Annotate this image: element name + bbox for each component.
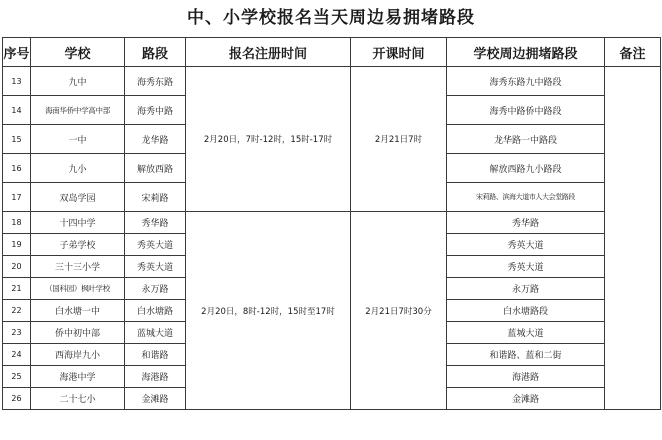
row-road: 解放西路 bbox=[125, 154, 186, 183]
row-school: 九小 bbox=[31, 154, 125, 183]
row-no: 13 bbox=[3, 67, 31, 96]
note-cell bbox=[605, 67, 661, 410]
row-around: 永万路 bbox=[447, 278, 605, 300]
register-time-group-1: 2月20日，7时-12时，15时-17时 bbox=[186, 67, 351, 212]
row-no: 16 bbox=[3, 154, 31, 183]
row-around: 宋莉路、滨海大道市人大会堂路段 bbox=[447, 183, 605, 212]
header-road: 路段 bbox=[125, 38, 186, 67]
row-around: 蓝城大道 bbox=[447, 322, 605, 344]
header-school: 学校 bbox=[31, 38, 125, 67]
congestion-table bbox=[2, 37, 661, 410]
row-road: 永万路 bbox=[125, 278, 186, 300]
row-no: 26 bbox=[3, 388, 31, 410]
register-time-group-2: 2月20日，8时-12时，15时至17时 bbox=[186, 212, 351, 410]
row-around: 和谐路、蓝和二街 bbox=[447, 344, 605, 366]
row-around: 白水塘路段 bbox=[447, 300, 605, 322]
row-school: 一中 bbox=[31, 125, 125, 154]
row-no: 23 bbox=[3, 322, 31, 344]
row-no: 15 bbox=[3, 125, 31, 154]
row-no: 24 bbox=[3, 344, 31, 366]
class-start-group-1: 2月21日7时 bbox=[351, 67, 447, 212]
header-no: 序号 bbox=[3, 38, 31, 67]
row-no: 22 bbox=[3, 300, 31, 322]
header-note: 备注 bbox=[605, 38, 661, 67]
row-school: 二十七小 bbox=[31, 388, 125, 410]
row-no: 17 bbox=[3, 183, 31, 212]
table-row bbox=[3, 212, 661, 234]
row-road: 和谐路 bbox=[125, 344, 186, 366]
row-school: 侨中初中部 bbox=[31, 322, 125, 344]
row-school: 白水塘一中 bbox=[31, 300, 125, 322]
row-around: 秀华路 bbox=[447, 212, 605, 234]
row-around: 海秀中路侨中路段 bbox=[447, 96, 605, 125]
row-around: 解放西路九小路段 bbox=[447, 154, 605, 183]
row-road: 海港路 bbox=[125, 366, 186, 388]
row-road: 金滩路 bbox=[125, 388, 186, 410]
row-road: 白水塘路 bbox=[125, 300, 186, 322]
row-no: 21 bbox=[3, 278, 31, 300]
row-road: 龙华路 bbox=[125, 125, 186, 154]
row-school: （国科园）枫叶学校 bbox=[31, 278, 125, 300]
header-register-time: 报名注册时间 bbox=[186, 38, 351, 67]
row-road: 秀英大道 bbox=[125, 256, 186, 278]
row-road: 秀华路 bbox=[125, 212, 186, 234]
row-road: 蓝城大道 bbox=[125, 322, 186, 344]
row-around: 金滩路 bbox=[447, 388, 605, 410]
row-school: 西海岸九小 bbox=[31, 344, 125, 366]
row-school: 双岛学园 bbox=[31, 183, 125, 212]
row-school: 海港中学 bbox=[31, 366, 125, 388]
row-around: 秀英大道 bbox=[447, 234, 605, 256]
page-title: 中、小学校报名当天周边易拥堵路段 bbox=[187, 8, 475, 28]
row-road: 宋莉路 bbox=[125, 183, 186, 212]
row-road: 海秀中路 bbox=[125, 96, 186, 125]
row-around: 海港路 bbox=[447, 366, 605, 388]
row-road: 海秀东路 bbox=[125, 67, 186, 96]
row-around: 海秀东路九中路段 bbox=[447, 67, 605, 96]
row-school: 九中 bbox=[31, 67, 125, 96]
header-around-roads: 学校周边拥堵路段 bbox=[447, 38, 605, 67]
row-no: 20 bbox=[3, 256, 31, 278]
row-no: 14 bbox=[3, 96, 31, 125]
row-around: 秀英大道 bbox=[447, 256, 605, 278]
row-road: 秀英大道 bbox=[125, 234, 186, 256]
table-row bbox=[3, 67, 661, 96]
row-no: 25 bbox=[3, 366, 31, 388]
row-school: 三十三小学 bbox=[31, 256, 125, 278]
row-around: 龙华路一中路段 bbox=[447, 125, 605, 154]
row-school: 海南华侨中学高中部 bbox=[31, 96, 125, 125]
class-start-group-2: 2月21日7时30分 bbox=[351, 212, 447, 410]
row-no: 19 bbox=[3, 234, 31, 256]
header-class-start: 开课时间 bbox=[351, 38, 447, 67]
row-no: 18 bbox=[3, 212, 31, 234]
header-row bbox=[3, 38, 661, 67]
row-school: 子弟学校 bbox=[31, 234, 125, 256]
row-school: 十四中学 bbox=[31, 212, 125, 234]
